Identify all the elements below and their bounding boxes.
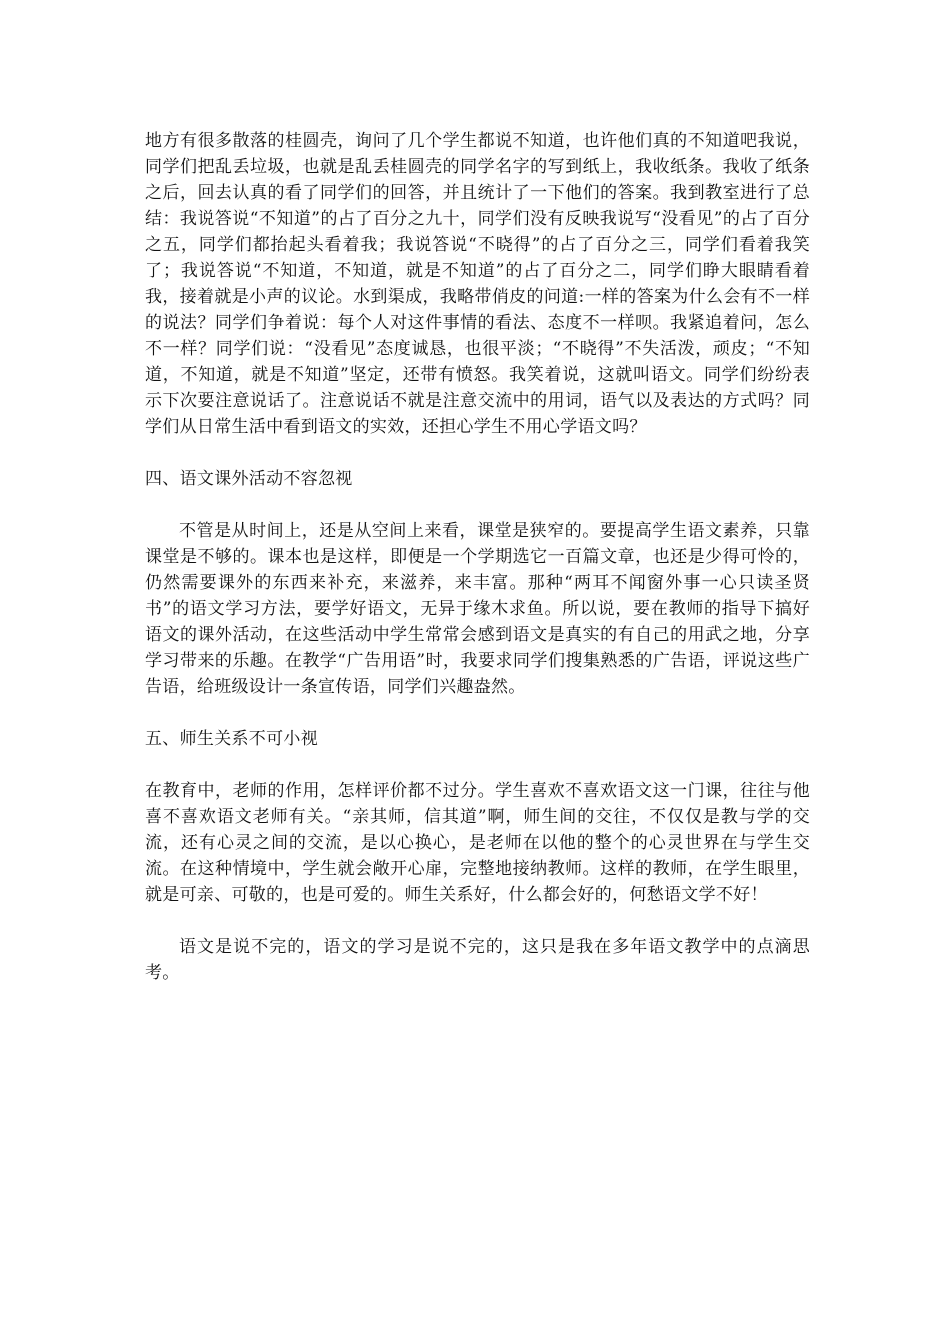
section-heading-4: 四、语文课外活动不容忽视 [145, 469, 353, 489]
paragraph-extracurricular: 不管是从时间上，还是从空间上来看，课堂是狭窄的。要提高学生语文素养，只靠课堂是不够的。课本也是这样，即便是一个学期选它一百篇文章，也还是少得可怜的，仍然需要课外的东西来补充，来滋养，来丰富。那种“两耳不闻窗外事一心只读圣贤书”的语文学习方法，要学好语文，无异于缘木求鱼。所以说，要在教师的指导下搞好语文的课外活动，在这些活动中学生常常会感到语文是真实的有自己的用武之地，分享学习带来的乐趣。在教学“广告用语”时，我要求同学们搜集熟悉的广告语，评说这些广告语，给班级设计一条宣传语，同学们兴趣盎然。 [145, 521, 810, 697]
section-heading-5: 五、师生关系不可小视 [145, 729, 318, 749]
paragraph-teacher-student: 在教育中，老师的作用，怎样评价都不过分。学生喜欢不喜欢语文这一门课，往往与他喜不喜欢语文老师有关。“亲其师，信其道”啊，师生间的交往，不仅仅是教与学的交流，还有心灵之间的交流，是以心换心，是老师在以他的整个的心灵世界在与学生交流。在这种情境中，学生就会敞开心扉，完整地接纳教师。这样的教师，在学生眼里，就是可亲、可敬的，也是可爱的。师生关系好，什么都会好的，何愁语文学不好！ [145, 781, 810, 905]
document-body [145, 128, 810, 986]
paragraph-conclusion: 语文是说不完的，语文的学习是说不完的，这只是我在多年语文教学中的点滴思考。 [145, 937, 810, 983]
paragraph-continued: 地方有很多散落的桂圆壳，询问了几个学生都说不知道，也许他们真的不知道吧我说，同学们把乱丢垃圾，也就是乱丢桂圆壳的同学名字的写到纸上，我收纸条。我收了纸条之后，回去认真的看了同学们的回答，并且统计了一下他们的答案。我到教室进行了总结：我说答说“不知道”的占了百分之九十，同学们没有反映我说写“没看见”的占了百分之五，同学们都抬起头看着我；我说答说“不晓得”的占了百分之三，同学们看着我笑了；我说答说“不知道，不知道，就是不知道”的占了百分之二，同学们睁大眼睛看着我，接着就是小声的议论。水到渠成，我略带俏皮的问道:一样的答案为什么会有不一样的说法？同学们争着说：每个人对这件事情的看法、态度不一样呗。我紧追着问，怎么不一样？同学们说：“没看见”态度诚恳，也很平淡；“不晓得”不失活泼，顽皮；“不知道，不知道，就是不知道”坚定，还带有愤怒。我笑着说，这就叫语文。同学们纷纷表示下次要注意说话了。注意说话不就是注意交流中的用词，语气以及表达的方式吗？同学们从日常生活中看到语文的实效，还担心学生不用心学语文吗？ [145, 131, 810, 437]
